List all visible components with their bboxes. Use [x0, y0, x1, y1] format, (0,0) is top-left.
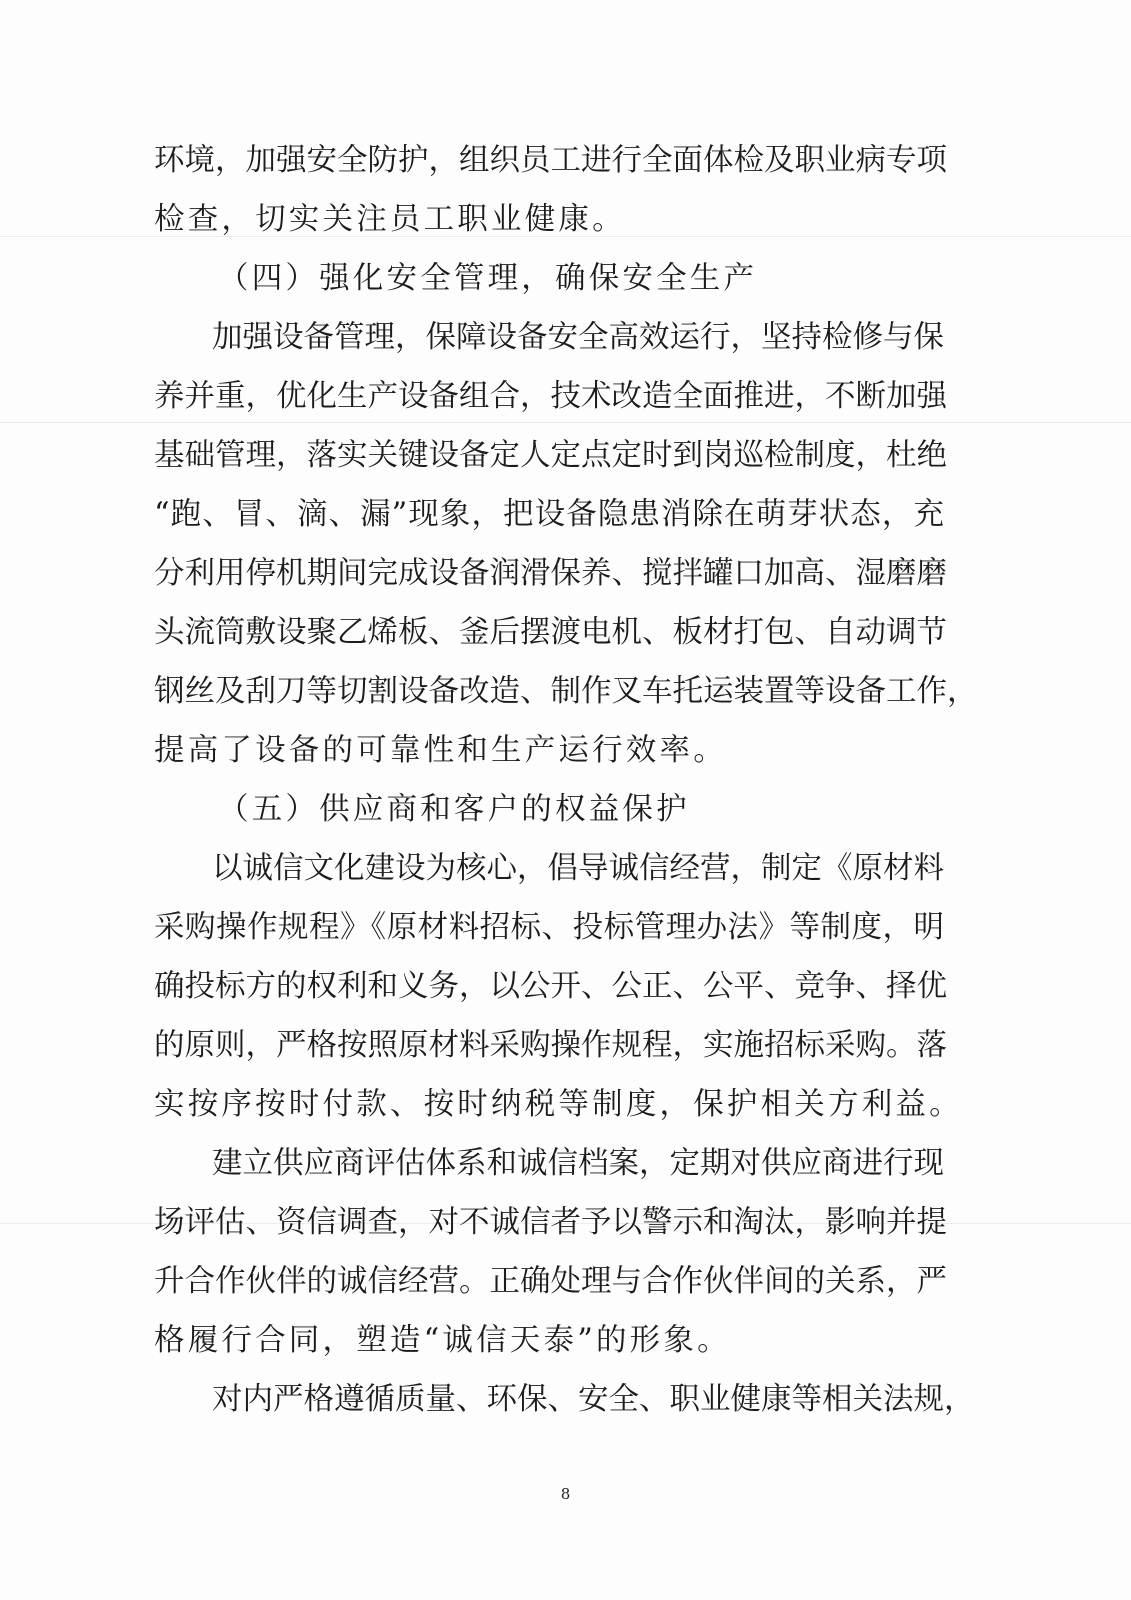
paragraph-line: 提高了设备的可靠性和生产运行效率。 [154, 733, 727, 768]
paragraph-line: 实按序按时付款、按时纳税等制度，保护相关方利益。 [154, 1087, 963, 1122]
paragraph-line: 对内严格遵循质量、环保、安全、职业健康等相关法规， [212, 1382, 975, 1417]
paragraph-line: 以诚信文化建设为核心，倡导诚信经营，制定《原材料 [212, 851, 944, 886]
document-body [154, 131, 978, 1429]
paragraph-line: 的原则，严格按照原材料采购操作规程，实施招标采购。落 [154, 1028, 947, 1063]
paragraph-line: 环境，加强安全防护，组织员工进行全面体检及职业病专项 [154, 143, 947, 178]
paragraph-line: “跑、冒、滴、漏”现象，把设备隐患消除在萌芽状态，充 [154, 497, 944, 532]
paragraph-line: 确投标方的权利和义务，以公开、公正、公平、竞争、择优 [154, 969, 947, 1004]
paragraph-line: 检查，切实关注员工职业健康。 [154, 202, 626, 237]
paragraph-line: 头流筒敷设聚乙烯板、釜后摆渡电机、板材打包、自动调节 [154, 615, 947, 650]
section-heading: （四）强化安全管理，确保安全生产 [218, 261, 758, 296]
paragraph-line: 基础管理，落实关键设备定人定点定时到岗巡检制度，杜绝 [154, 438, 947, 473]
paragraph-line: 采购操作规程》《原材料招标、投标管理办法》等制度，明 [154, 910, 944, 945]
paragraph-line: 建立供应商评估体系和诚信档案，定期对供应商进行现 [212, 1146, 944, 1181]
paragraph-line: 升合作伙伴的诚信经营。正确处理与合作伙伴间的关系，严 [154, 1264, 947, 1299]
paragraph-line: 加强设备管理，保障设备安全高效运行，坚持检修与保 [212, 320, 944, 355]
paragraph-line: 养并重，优化生产设备组合，技术改造全面推进，不断加强 [154, 379, 947, 414]
paragraph-line: 场评估、资信调查，对不诚信者予以警示和淘汰，影响并提 [154, 1205, 947, 1240]
section-heading: （五）供应商和客户的权益保护 [218, 792, 690, 827]
paragraph-line: 分利用停机期间完成设备润滑保养、搅拌罐口加高、湿磨磨 [154, 556, 947, 591]
paragraph-line: 格履行合同，塑造“诚信天泰”的形象。 [154, 1323, 731, 1358]
paragraph-line: 钢丝及刮刀等切割设备改造、制作叉车托运装置等设备工作， [154, 674, 978, 709]
page-number: 8 [560, 1485, 571, 1503]
